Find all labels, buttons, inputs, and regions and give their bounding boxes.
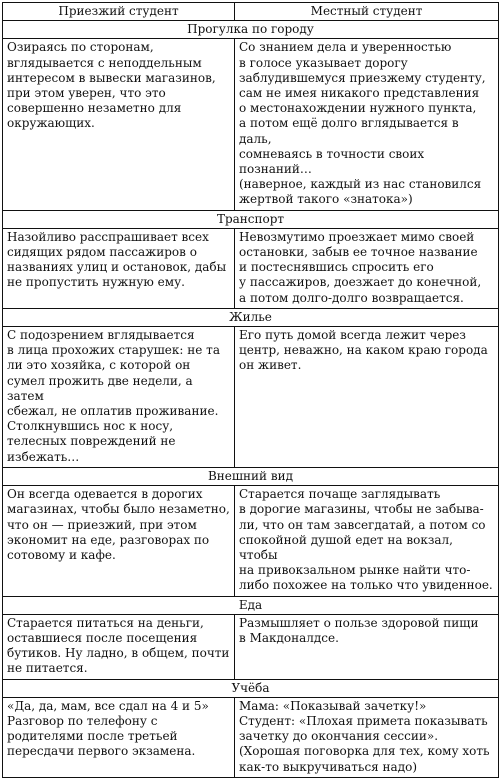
- cell-text: Назойливо расспрашивает всех сидящих рядом пассажиров о названиях улиц и остановок, дабы не пропустить нужную ему.: [7, 229, 227, 290]
- cell-text: С подозрением вглядывается в лица прохожих старушек: не та ли это хозяйка, с которой он сумел прожить две недели, а затем сбежал, не оплатив проживание. Столкнувшись нос к носу, телесных повреждений не избежать…: [7, 328, 220, 464]
- table-row: [3, 39, 499, 210]
- cell-text: Старается почаще заглядывать в дорогие магазины, чтобы не забыва- ли, что он там завсегдатай, а потом со спокойной душой едет на вокзал, чтобы на привокзальном рынке найти что- либо похожее на только что увиденное.: [239, 487, 493, 593]
- cell-local: [235, 228, 499, 308]
- cell-visiting: [3, 228, 235, 308]
- section-title-appearance: Внешний вид: [3, 467, 499, 485]
- section-title-row: [3, 679, 499, 697]
- section-title-row: [3, 308, 499, 326]
- cell-text: Со знанием дела и уверенностью в голосе указывает дорогу заблудившемуся приезжему студенту, сам не имея никакого представления о местонахождении нужного пункта, а потом ещё долго вглядывается в даль, сомневаясь в точности своих познаний… (наверное, каждый из нас становился жертвой такого «знатока»): [239, 40, 486, 207]
- cell-text: Невозмутимо проезжает мимо своей остановки, забыв ее точное название и постеснявшись спросить его у пассажиров, доезжает до конечной, а потом долго-долго возвращается.: [239, 229, 482, 305]
- section-title-transport: Транспорт: [3, 210, 499, 228]
- cell-text: Его путь домой всегда лежит через центр, неважно, на каком краю города он живет.: [239, 328, 488, 373]
- section-title-row: [3, 596, 499, 614]
- section-title-food: Еда: [3, 596, 499, 614]
- cell-text: «Да, да, мам, все сдал на 4 и 5» Разговор по телефону с родителями после третьей пересдачи первого экзамена.: [7, 698, 209, 759]
- cell-local: [235, 486, 499, 596]
- section-title-study: Учёба: [3, 679, 499, 697]
- cell-visiting: [3, 327, 235, 468]
- cell-local: [235, 697, 499, 777]
- cell-visiting: [3, 486, 235, 596]
- cell-text: Он всегда одевается в дорогих магазинах, чтобы было незаметно, что он — приезжий, при этом экономит на еде, разговорах по сотовому и кафе.: [7, 487, 230, 562]
- section-title-row: [3, 210, 499, 228]
- cell-text: Мама: «Показывай зачетку!» Студент: «Плохая примета показывать зачетку до окончания сессии». (Хорошая поговорка для тех, кому хоть как-то выкручиваться надо): [239, 698, 490, 774]
- comparison-table: [2, 2, 499, 778]
- section-title-housing: Жилье: [3, 308, 499, 326]
- cell-text: Размышляет о пользе здоровой пищи в Макдоналдсе.: [239, 615, 479, 645]
- section-title-walk: Прогулка по городу: [3, 21, 499, 39]
- table-header-row: [3, 3, 499, 21]
- table-row: [3, 327, 499, 468]
- table-row: [3, 614, 499, 679]
- header-visiting-student: Приезжий студент: [3, 3, 235, 21]
- cell-visiting: [3, 614, 235, 679]
- table-row: [3, 486, 499, 596]
- cell-local: [235, 327, 499, 468]
- cell-text: Старается питаться на деньги, оставшиеся после посещения бутиков. Ну ладно, в общем, почти не питается.: [7, 615, 230, 676]
- cell-local: [235, 39, 499, 210]
- cell-visiting: [3, 697, 235, 777]
- cell-text: Озираясь по сторонам, вглядывается с неподдельным интересом в вывески магазинов, при этом уверен, что это совершенно незаметно для окружающих.: [7, 40, 216, 131]
- section-title-row: [3, 21, 499, 39]
- section-title-row: [3, 467, 499, 485]
- cell-local: [235, 614, 499, 679]
- table-row: [3, 228, 499, 308]
- header-local-student: Местный студент: [235, 3, 499, 21]
- table-row: [3, 697, 499, 777]
- cell-visiting: [3, 39, 235, 210]
